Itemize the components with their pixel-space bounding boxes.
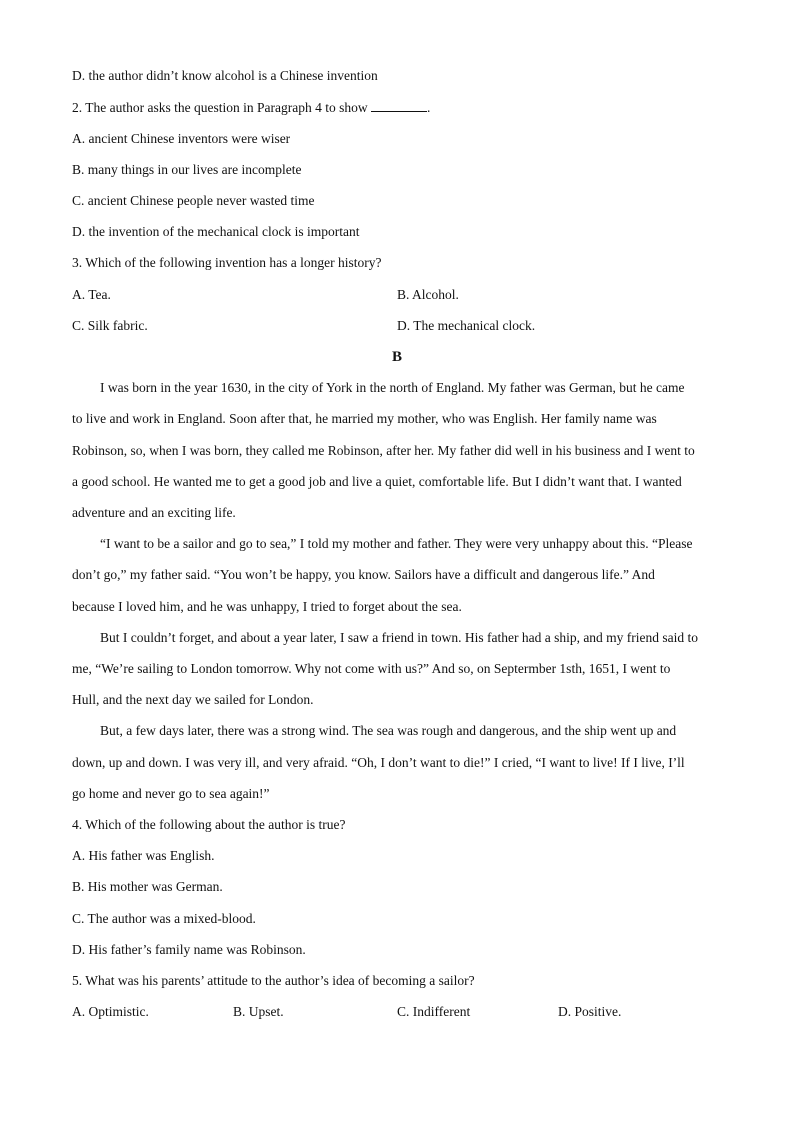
passage-line: But I couldn’t forget, and about a year later, I saw a friend in town. His father had a ship, and my friend said to	[100, 630, 699, 645]
q3-option-d: D. The mechanical clock.	[397, 318, 536, 333]
passage-line: a good school. He wanted me to get a good job and live a quiet, comfortable life. But I didn’t want that. I wanted	[72, 474, 682, 489]
passage-line: Robinson, so, when I was born, they called me Robinson, after her. My father did well in his business and I went to	[72, 443, 695, 458]
passage-line: don’t go,” my father said. “You won’t be happy, you know. Sailors have a difficult and dangerous life.” And	[72, 567, 655, 582]
q4-option-a: A. His father was English.	[72, 848, 215, 863]
q2-option-b: B. many things in our lives are incomplete	[72, 162, 302, 177]
passage-line: adventure and an exciting life.	[72, 505, 236, 520]
q5-option-d: D. Positive.	[558, 1004, 622, 1019]
q3-stem: 3. Which of the following invention has a longer history?	[72, 255, 382, 270]
passage-line: Hull, and the next day we sailed for London.	[72, 692, 314, 707]
q2-option-d: D. the invention of the mechanical clock is important	[72, 224, 360, 239]
q3-option-b: B. Alcohol.	[397, 287, 459, 302]
passage-line: “I want to be a sailor and go to sea,” I told my mother and father. They were very unhappy about this. “Please	[100, 536, 693, 551]
q2-stem	[72, 99, 430, 116]
q2-option-c: C. ancient Chinese people never wasted time	[72, 193, 315, 208]
passage-line: to live and work in England. Soon after that, he married my mother, who was English. Her family name was	[72, 411, 657, 426]
q3-option-a: A. Tea.	[72, 287, 111, 302]
q5-option-b: B. Upset.	[233, 1004, 284, 1019]
q3-option-c: C. Silk fabric.	[72, 318, 148, 333]
q5-option-c: C. Indifferent	[397, 1004, 471, 1019]
passage-line: I was born in the year 1630, in the city of York in the north of England. My father was German, but he came	[100, 380, 685, 395]
q4-option-d: D. His father’s family name was Robinson.	[72, 942, 306, 957]
q1-option-d: D. the author didn’t know alcohol is a Chinese invention	[72, 68, 378, 83]
q4-option-c: C. The author was a mixed-blood.	[72, 911, 256, 926]
q4-option-b: B. His mother was German.	[72, 879, 223, 894]
passage-line: because I loved him, and he was unhappy, I tried to forget about the sea.	[72, 599, 462, 614]
q2-stem-end: .	[426, 100, 431, 115]
q5-stem: 5. What was his parents’ attitude to the author’s idea of becoming a sailor?	[72, 973, 475, 988]
passage-line: me, “We’re sailing to London tomorrow. Why not come with us?” And so, on Septermber 1sth, 1651, I went to	[72, 661, 671, 676]
q4-stem: 4. Which of the following about the author is true?	[72, 817, 346, 832]
answer-blank	[371, 99, 427, 112]
q2-option-a: A. ancient Chinese inventors were wiser	[72, 131, 291, 146]
section-b-heading: B	[391, 349, 402, 365]
q5-option-a: A. Optimistic.	[72, 1004, 149, 1019]
passage-line: go home and never go to sea again!”	[72, 786, 270, 801]
passage-line: down, up and down. I was very ill, and very afraid. “Oh, I don’t want to die!” I cried, “I want to live! If I live, I’ll	[72, 755, 685, 770]
passage-line: But, a few days later, there was a strong wind. The sea was rough and dangerous, and the ship went up and	[100, 723, 677, 738]
q2-stem-text: 2. The author asks the question in Paragraph 4 to show	[72, 100, 371, 115]
